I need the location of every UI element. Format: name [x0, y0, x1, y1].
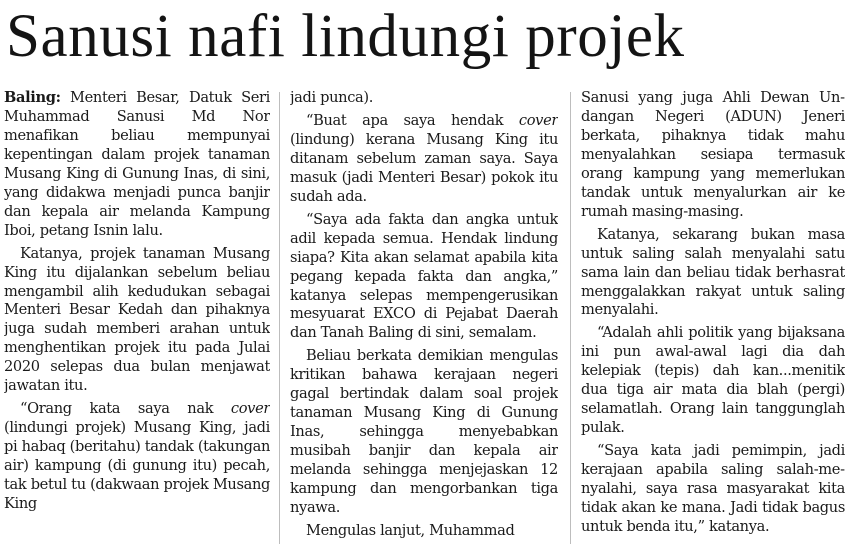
- dateline: Baling:: [4, 89, 61, 106]
- italic-term: cover: [230, 400, 270, 418]
- article-paragraph: jadi punca).: [290, 89, 374, 106]
- headline: Sanusi nafi lindungi projek: [6, 3, 685, 70]
- article-paragraph: “Buat apa saya hendak cover (lindung) kerana Musang King itu ditanam sebelum zaman saya. Saya masuk (jadi Menteri Besar) pokok itu sudah ada.: [290, 111, 558, 205]
- article-column-3: [581, 89, 845, 550]
- article-body: [0, 89, 850, 550]
- italic-term: cover: [518, 111, 558, 129]
- article-paragraph: Beliau berkata demikian mengulas kritikan bahawa kerajaan negeri gagal bertindak dalam soal projek tanaman Musang King di Gunung Inas, sehingga menyebabkan musibah banjir dan kepala air melanda sehingga menjejaskan 12 kampung dan mengorbankan tiga nyawa.: [290, 347, 558, 517]
- article-paragraph: [4, 89, 270, 241]
- article-paragraph: “Orang kata saya nak cover (lindungi projek) Musang King, jadi pi habaq (beritahu) tandak (takungan air) kampung (di gunung itu) pecah, tak betul tu (dakwaan projek Musang King: [4, 400, 270, 513]
- paragraph-text: Menteri Besar, Datuk Seri Muhammad Sanusi Md Nor menafikan beliau mempunyai kepentingan dalam projek tanaman Musang King di Gunung Inas, di sini, yang didakwa menjadi punca banjir dan kepala air melanda Kampung Iboi, petang Isnin lalu.: [4, 89, 270, 239]
- article-column-2: [290, 89, 558, 550]
- article-paragraph: Sanusi yang juga Ahli Dewan Undangan Negeri (ADUN) Jeneri berkata, pihaknya tidak mahu menyalahkan sesiapa termasuk orang kampung yang memerlukan tandak untuk menyalurkan air ke rumah masing-masing.: [581, 89, 845, 220]
- article-paragraph: “Saya kata jadi pemimpin, jadi kerajaan apabila saling salah-menyalahi, saya rasa masyarakat kita tidak akan ke mana. Jadi tidak bagus untuk benda itu,” katanya.: [581, 442, 845, 535]
- article-paragraph: “Saya ada fakta dan angka untuk adil kepada semua. Hendak lindung siapa? Kita akan selamat apabila kita pegang kepada fakta dan angka,” katanya selepas mempengerusikan mesyuarat EXCO di Pejabat Daerah dan Tanah Baling di sini, semalam.: [290, 210, 558, 342]
- article-column-1: [4, 89, 270, 550]
- article-paragraph: “Adalah ahli politik yang bijaksana ini pun awal-awal lagi dia dah kelepiak (tepis) dah kan...menitik dua tiga air mata dia blah (pergi) selamatlah. Orang lain tanggunglah pulak.: [581, 324, 845, 437]
- article-paragraph: Katanya, projek tanaman Musang King itu dijalankan sebelum beliau mengambil alih kedudukan sebagai Menteri Besar Kedah dan pihaknya juga sudah memberi arahan untuk menghentikan projek itu pada Julai 2020 selepas dua bulan menjawat jawatan itu.: [4, 244, 270, 395]
- article-paragraph: Mengulas lanjut, Muhammad: [306, 521, 515, 539]
- article-paragraph: Katanya, sekarang bukan masa untuk saling salah menyalahi satu sama lain dan beliau tidak berhasrat menggalakkan rakyat untuk saling menyalahi.: [581, 225, 845, 319]
